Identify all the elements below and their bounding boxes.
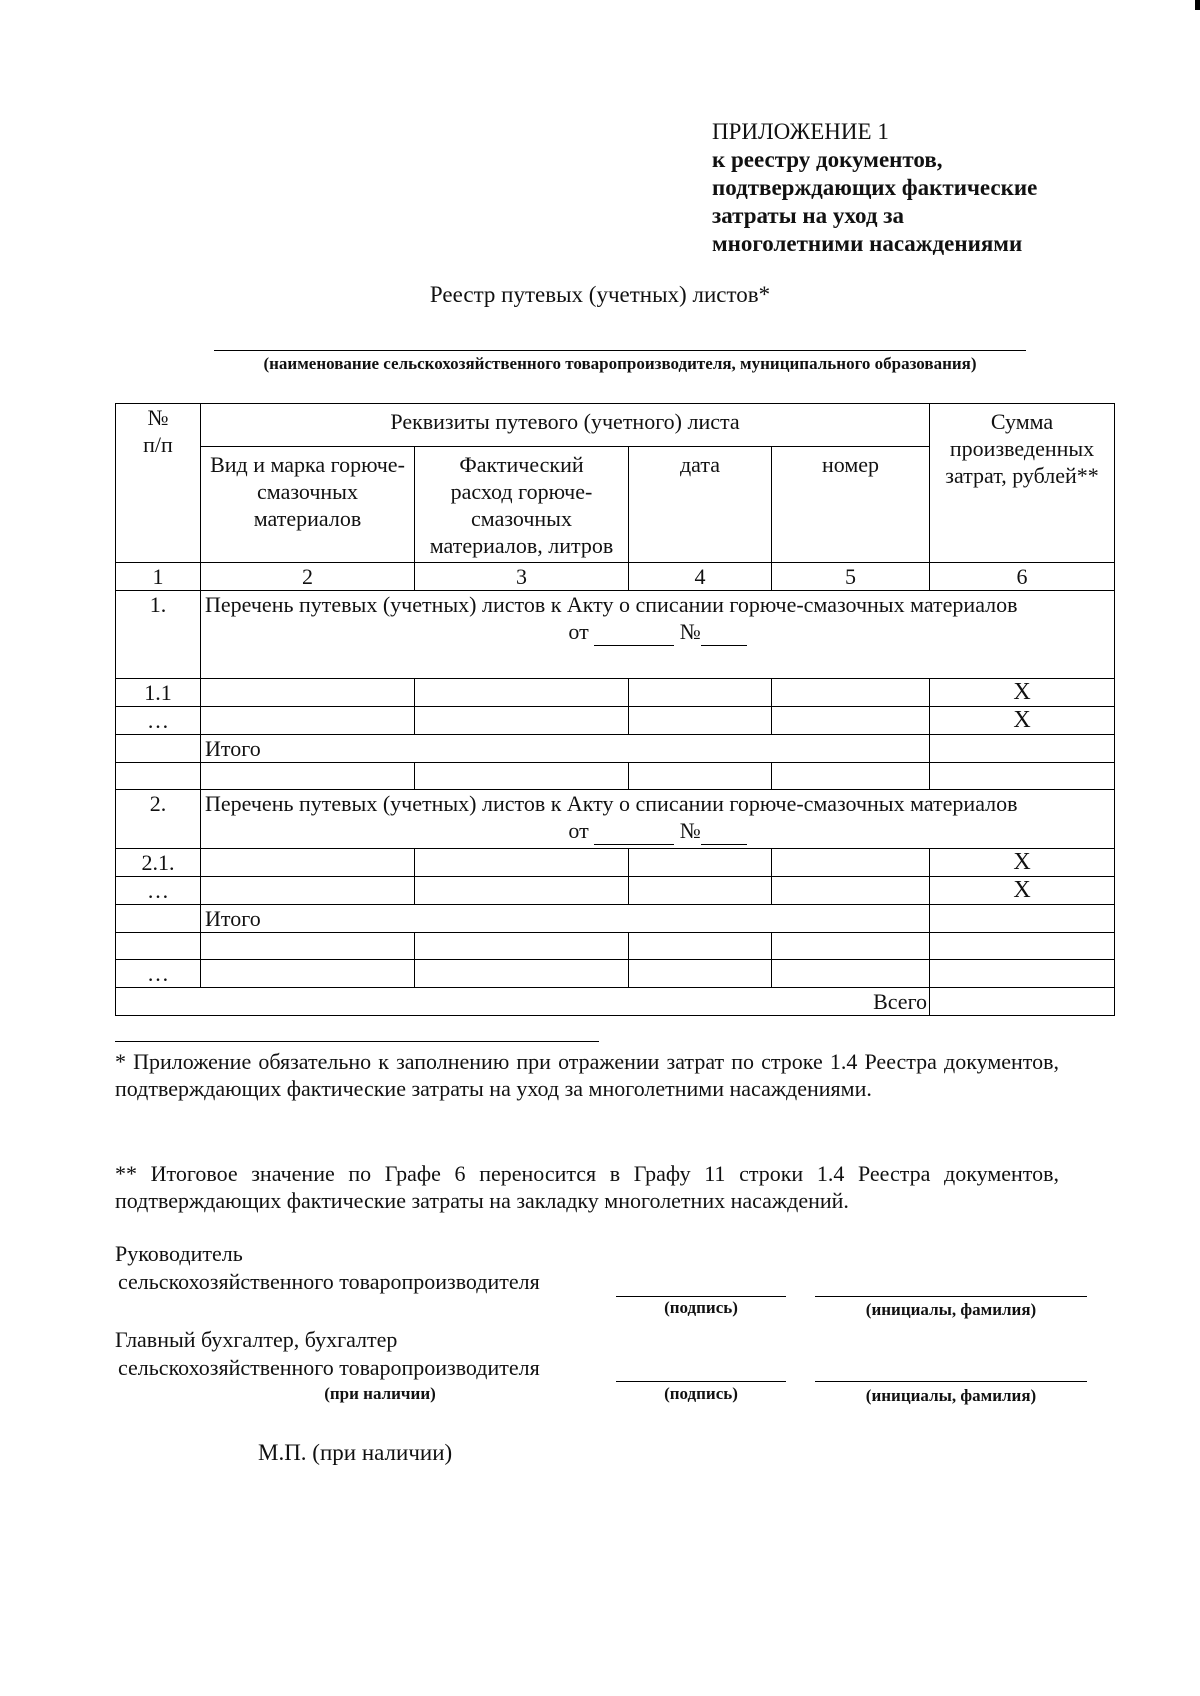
document-title: Реестр путевых (учетных) листов* xyxy=(429,282,771,307)
cell xyxy=(629,679,772,707)
column-number: 3 xyxy=(415,563,629,591)
cell xyxy=(930,933,1115,960)
scan-edge-mark xyxy=(1195,0,1200,10)
cell xyxy=(772,707,930,735)
act-no-label: № xyxy=(679,818,701,843)
head-role-line1: Руководитель xyxy=(115,1241,243,1266)
head-name-caption: (инициалы, фамилия) xyxy=(865,1300,1037,1319)
section-1-total-label: Итого xyxy=(201,735,930,763)
header-date: дата xyxy=(629,447,772,563)
act-number-blank xyxy=(701,618,747,646)
column-number: 6 xyxy=(930,563,1115,591)
act-from-label: от xyxy=(568,619,589,644)
cell xyxy=(201,679,415,707)
act-from-label: от xyxy=(568,818,589,843)
appendix-block xyxy=(712,118,1037,258)
row-num: 2.1. xyxy=(116,849,201,877)
cell xyxy=(772,849,930,877)
column-number: 2 xyxy=(201,563,415,591)
section-2-act-ref xyxy=(205,817,1110,845)
section-1-act-ref xyxy=(205,618,1110,646)
table-row xyxy=(116,877,1115,905)
section-1-num: 1. xyxy=(116,591,201,679)
cell xyxy=(629,849,772,877)
head-signature-caption: (подпись) xyxy=(664,1298,738,1317)
appendix-line: многолетними насаждениями xyxy=(712,231,1023,256)
cell xyxy=(772,960,930,988)
appendix-line: к реестру документов, xyxy=(712,147,943,172)
grand-total-row xyxy=(116,988,1115,1016)
table-row xyxy=(116,849,1115,877)
section-2-title xyxy=(201,790,1115,849)
cell xyxy=(116,763,201,790)
row-num: 1.1 xyxy=(116,679,201,707)
section-1-title-text: Перечень путевых (учетных) листов к Акту о списании горюче-смазочных материалов xyxy=(205,592,1018,617)
section-1-title xyxy=(201,591,1115,679)
accountant-name-caption: (инициалы, фамилия) xyxy=(865,1386,1037,1405)
cell xyxy=(930,905,1115,933)
grand-total-value xyxy=(930,988,1115,1016)
cell xyxy=(930,735,1115,763)
cell xyxy=(772,877,930,905)
cell xyxy=(116,735,201,763)
table-row xyxy=(116,763,1115,790)
header-num: № п/п xyxy=(116,404,201,563)
accountant-signature-role xyxy=(115,1326,540,1382)
cell xyxy=(629,877,772,905)
cell xyxy=(201,763,415,790)
head-name-line xyxy=(815,1296,1087,1297)
cell xyxy=(415,707,629,735)
table-row xyxy=(116,933,1115,960)
row-num: … xyxy=(116,960,201,988)
table-row xyxy=(116,735,1115,763)
act-date-blank xyxy=(594,817,674,845)
appendix-subtitle xyxy=(712,146,1037,258)
table-row xyxy=(116,679,1115,707)
column-number: 1 xyxy=(116,563,201,591)
appendix-title: ПРИЛОЖЕНИЕ 1 xyxy=(712,119,889,144)
section-2-num: 2. xyxy=(116,790,201,849)
accountant-signature-line xyxy=(616,1381,786,1382)
header-fuel-type: Вид и марка горюче-смазочных материалов xyxy=(201,447,415,563)
footnote-separator xyxy=(115,1041,599,1042)
cell xyxy=(629,933,772,960)
header-sum: Сумма произведенных затрат, рублей** xyxy=(930,404,1115,563)
column-number: 4 xyxy=(629,563,772,591)
cell xyxy=(201,707,415,735)
table-row xyxy=(116,905,1115,933)
accountant-role-line1: Главный бухгалтер, бухгалтер xyxy=(115,1327,398,1352)
cell xyxy=(415,877,629,905)
grand-total-label: Всего xyxy=(116,988,930,1016)
cell xyxy=(415,849,629,877)
header-requisites: Реквизиты путевого (учетного) листа xyxy=(201,404,930,447)
accountant-signature-caption: (подпись) xyxy=(664,1384,738,1403)
head-signature-line xyxy=(616,1296,786,1297)
cell xyxy=(415,679,629,707)
appendix-line: затраты на уход за xyxy=(712,203,905,228)
accountant-name-line xyxy=(815,1381,1087,1382)
table-row xyxy=(116,960,1115,988)
section-2-total-label: Итого xyxy=(201,905,930,933)
cell xyxy=(629,707,772,735)
header-number: номер xyxy=(772,447,930,563)
row-num: … xyxy=(116,707,201,735)
accountant-role-line2: сельскохозяйственного товаропроизводителя xyxy=(118,1355,540,1380)
cell xyxy=(116,905,201,933)
cell xyxy=(772,679,930,707)
row-num: … xyxy=(116,877,201,905)
head-signature-role xyxy=(115,1240,540,1296)
cell xyxy=(629,960,772,988)
act-number-blank xyxy=(701,817,747,845)
row-sum-x: X xyxy=(930,877,1115,905)
head-role-line2: сельскохозяйственного товаропроизводителя xyxy=(118,1269,540,1294)
cell xyxy=(201,960,415,988)
cell xyxy=(930,763,1115,790)
header-fuel-consumption: Фактический расход горюче-смазочных материалов, литров xyxy=(415,447,629,563)
organization-caption: (наименование сельскохозяйственного товаропроизводителя, муниципального образования) xyxy=(263,354,977,373)
appendix-line: подтверждающих фактические xyxy=(712,175,1038,200)
section-2-title-text: Перечень путевых (учетных) листов к Акту о списании горюче-смазочных материалов xyxy=(205,791,1018,816)
row-sum-x: X xyxy=(930,679,1115,707)
row-sum-x: X xyxy=(930,707,1115,735)
footnote-1: * Приложение обязательно к заполнению при отражении затрат по строке 1.4 Реестра документов, подтверждающих фактические затраты на уход за многолетними насаждениями. xyxy=(115,1049,1059,1101)
cell xyxy=(201,933,415,960)
cell xyxy=(116,933,201,960)
stamp-place: М.П. (при наличии) xyxy=(258,1440,453,1465)
cell xyxy=(415,763,629,790)
organization-name-line xyxy=(214,350,1026,351)
column-number: 5 xyxy=(772,563,930,591)
registry-table xyxy=(115,403,1115,1016)
act-date-blank xyxy=(594,618,674,646)
table-row xyxy=(116,707,1115,735)
cell xyxy=(201,849,415,877)
cell xyxy=(415,960,629,988)
cell xyxy=(415,933,629,960)
cell xyxy=(930,960,1115,988)
cell xyxy=(201,877,415,905)
cell xyxy=(629,763,772,790)
cell xyxy=(772,933,930,960)
cell xyxy=(772,763,930,790)
act-no-label: № xyxy=(679,619,701,644)
row-sum-x: X xyxy=(930,849,1115,877)
accountant-if-any: (при наличии) xyxy=(324,1384,436,1403)
footnote-2: ** Итоговое значение по Графе 6 переносится в Графу 11 строки 1.4 Реестра документов, подтверждающих фактические затраты на закладку многолетних насаждений. xyxy=(115,1161,1059,1213)
